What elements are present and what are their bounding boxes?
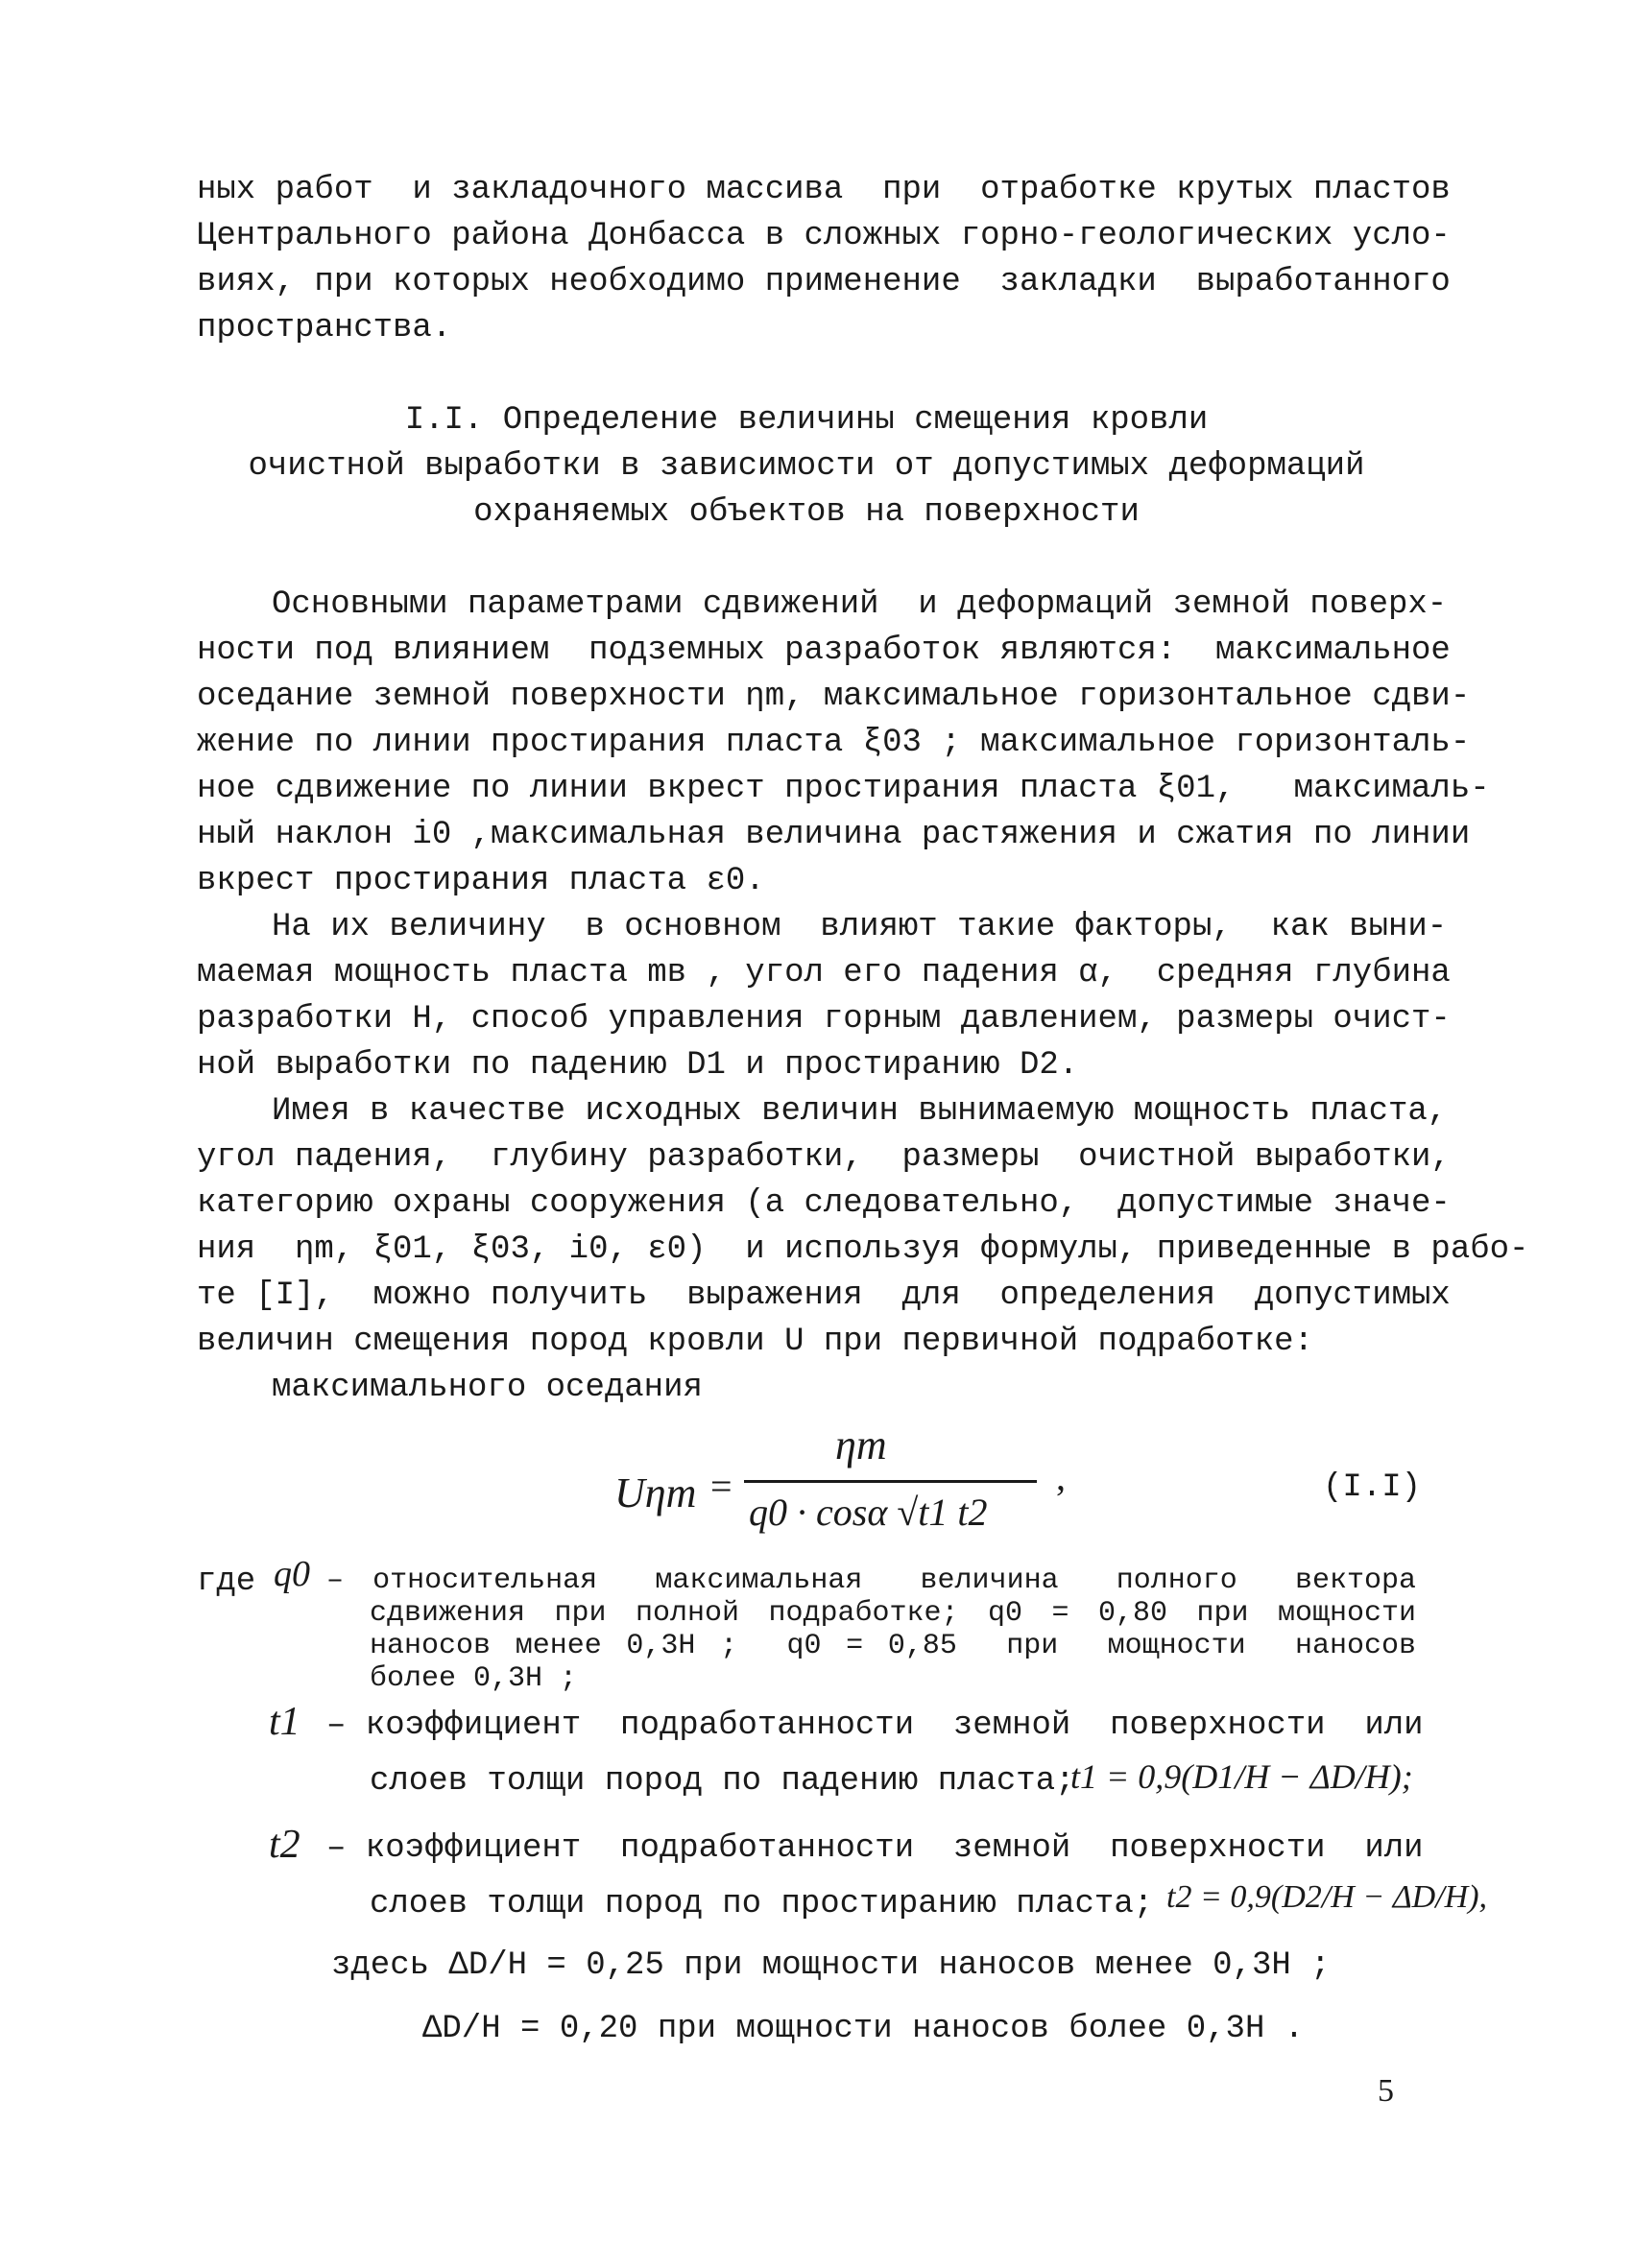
paragraph-line: те [I], можно получить выражения для определения допустимых [197, 1277, 1451, 1314]
paragraph-line: Имея в качестве исходных величин вынимаемую мощность пласта, [272, 1093, 1448, 1130]
paragraph-line: вкрест простирания пласта ε0. [197, 863, 765, 899]
formula-fraction-bar [744, 1480, 1037, 1483]
paragraph-line: На их величину в основном влияют такие факторы, как выни- [272, 909, 1448, 945]
paragraph-line: ный наклон i0 ,максимальная величина растяжения и сжатия по линии [197, 817, 1471, 853]
definition-line: – относительная максимальная величина полного вектора [326, 1564, 1416, 1597]
definition-line: слоев толщи пород по простиранию пласта; [370, 1886, 1154, 1922]
section-title: охраняемых объектов на поверхности [473, 494, 1140, 531]
paragraph-line: разработки H, способ управления горным давлением, размеры очист- [197, 1001, 1451, 1038]
definition-line: слоев толщи пород по падению пласта; [370, 1763, 1075, 1800]
intro-line: Центрального района Донбасса в сложных горно-геологических усло- [197, 218, 1451, 254]
formula-number: (I.I) [1323, 1469, 1422, 1506]
formula-comma: , [1056, 1455, 1066, 1498]
paragraph-line: маемая мощность пласта mв , угол его падения α, средняя глубина [197, 955, 1451, 991]
paragraph-line: ности под влиянием подземных разработок являются: максимальное [197, 633, 1451, 669]
t2-symbol: t2 [269, 1823, 300, 1867]
definition-line: – коэффициент подработанности земной поверхности или [326, 1830, 1424, 1867]
definition-line: более 0,3H ; [370, 1662, 578, 1695]
definition-line: – коэффициент подработанности земной поверхности или [326, 1707, 1424, 1744]
here-line: здесь ΔD/H = 0,25 при мощности наносов менее 0,3H ; [331, 1947, 1331, 1984]
paragraph-line: ния ηm, ξ01, ξ03, i0, ε0) и используя формулы, приведенные в рабо- [197, 1231, 1529, 1268]
section-title: I.I. Определение величины смещения кровли [404, 402, 1209, 439]
t1-symbol: t1 [269, 1700, 300, 1744]
formula-lhs: Uηm [614, 1469, 697, 1516]
paragraph-line: жение по линии простирания пласта ξ03 ; максимальное горизонталь- [197, 725, 1471, 761]
formula-equals: = [710, 1465, 732, 1508]
intro-line: виях, при которых необходимо применение закладки выработанного [197, 264, 1451, 300]
paragraph-line: оседание земной поверхности ηm, максимальное горизонтальное сдви- [197, 679, 1471, 715]
paragraph-line: ное сдвижение по линии вкрест простирания пласта ξ01, максималь- [197, 771, 1490, 807]
paragraph-line: ной выработки по падению D1 и простиранию D2. [197, 1047, 1079, 1084]
paragraph-line: Основными параметрами сдвижений и деформаций земной поверх- [272, 586, 1448, 623]
page-number: 5 [1378, 2073, 1394, 2109]
paragraph-line: категорию охраны сооружения (а следовательно, допустимые значе- [197, 1185, 1451, 1222]
where-label: где [197, 1564, 256, 1600]
paragraph-line: величин смещения пород кровли U при первичной подработке: [197, 1324, 1313, 1360]
section-title: очистной выработки в зависимости от допустимых деформаций [248, 448, 1365, 485]
intro-line: ных работ и закладочного массива при отработке крутых пластов [197, 172, 1451, 208]
definition-line: наносов менее 0,3H ; q0 = 0,85 при мощности наносов [370, 1630, 1416, 1662]
here-line: ΔD/H = 0,20 при мощности наносов более 0,3H . [422, 2011, 1305, 2047]
formula-denominator: q0 · cosα √t1 t2 [749, 1491, 988, 1534]
definition-line: сдвижения при полной подработке; q0 = 0,80 при мощности [370, 1597, 1416, 1630]
paragraph-line: максимального оседания [272, 1370, 703, 1406]
t1-formula: t1 = 0,9(D1/H − ΔD/H); [1070, 1757, 1413, 1796]
t2-formula: t2 = 0,9(D2/H − ΔD/H), [1166, 1879, 1488, 1915]
q0-symbol: q0 [274, 1554, 310, 1594]
paragraph-line: угол падения, глубину разработки, размеры очистной выработки, [197, 1139, 1451, 1176]
formula-numerator: ηm [835, 1421, 887, 1468]
intro-line: пространства. [197, 310, 452, 346]
